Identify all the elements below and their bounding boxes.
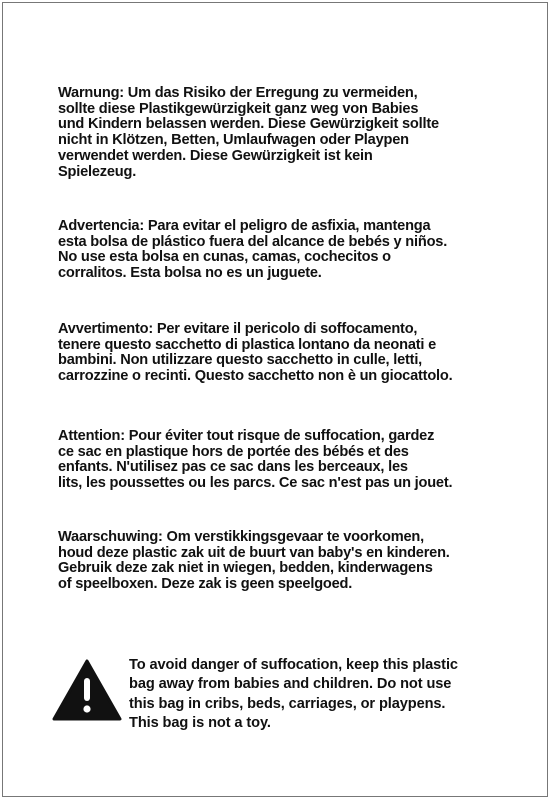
warning-english: To avoid danger of suffocation, keep this plastic bag away from babies and children. Do not use this bag in cribs, beds, carriages, or playpens. This bag is not a toy.: [129, 657, 458, 731]
warning-triangle-icon: [52, 659, 122, 721]
warning-german: Warnung: Um das Risiko der Erregung zu vermeiden, sollte diese Plastikgewürzigkeit ganz weg von Babies und Kindern belassen werden. Diese Gewürzigkeit sollte nicht in Klötzen, Betten, Umlaufwagen oder Playpen verwendet werden. Diese Gewürzigkeit ist kein Spielezeug.: [58, 85, 439, 180]
warning-italian: Avvertimento: Per evitare il pericolo di soffocamento, tenere questo sacchetto di plastica lontano da neonati e bambini. Non utilizzare questo sacchetto in culle, letti, carrozzine o recinti. Questo sacchetto non è un giocattolo.: [58, 321, 453, 385]
warning-french: Attention: Pour éviter tout risque de suffocation, gardez ce sac en plastique hors de portée des bébés et des enfants. N'utilisez pas ce sac dans les berceaux, les lits, les poussettes ou les parcs. Ce sac n'est pas un jouet.: [58, 428, 453, 492]
warning-dutch: Waarschuwing: Om verstikkingsgevaar te voorkomen, houd deze plastic zak uit de buurt van baby's en kinderen. Gebruik deze zak niet in wiegen, bedden, kinderwagens of speelboxen. Deze zak is geen speelgoed.: [58, 529, 450, 593]
warning-spanish: Advertencia: Para evitar el peligro de asfixia, mantenga esta bolsa de plástico fuera del alcance de bebés y niños. No use esta bolsa en cunas, camas, cochecitos o corralitos. Esta bolsa no es un juguete.: [58, 218, 448, 282]
